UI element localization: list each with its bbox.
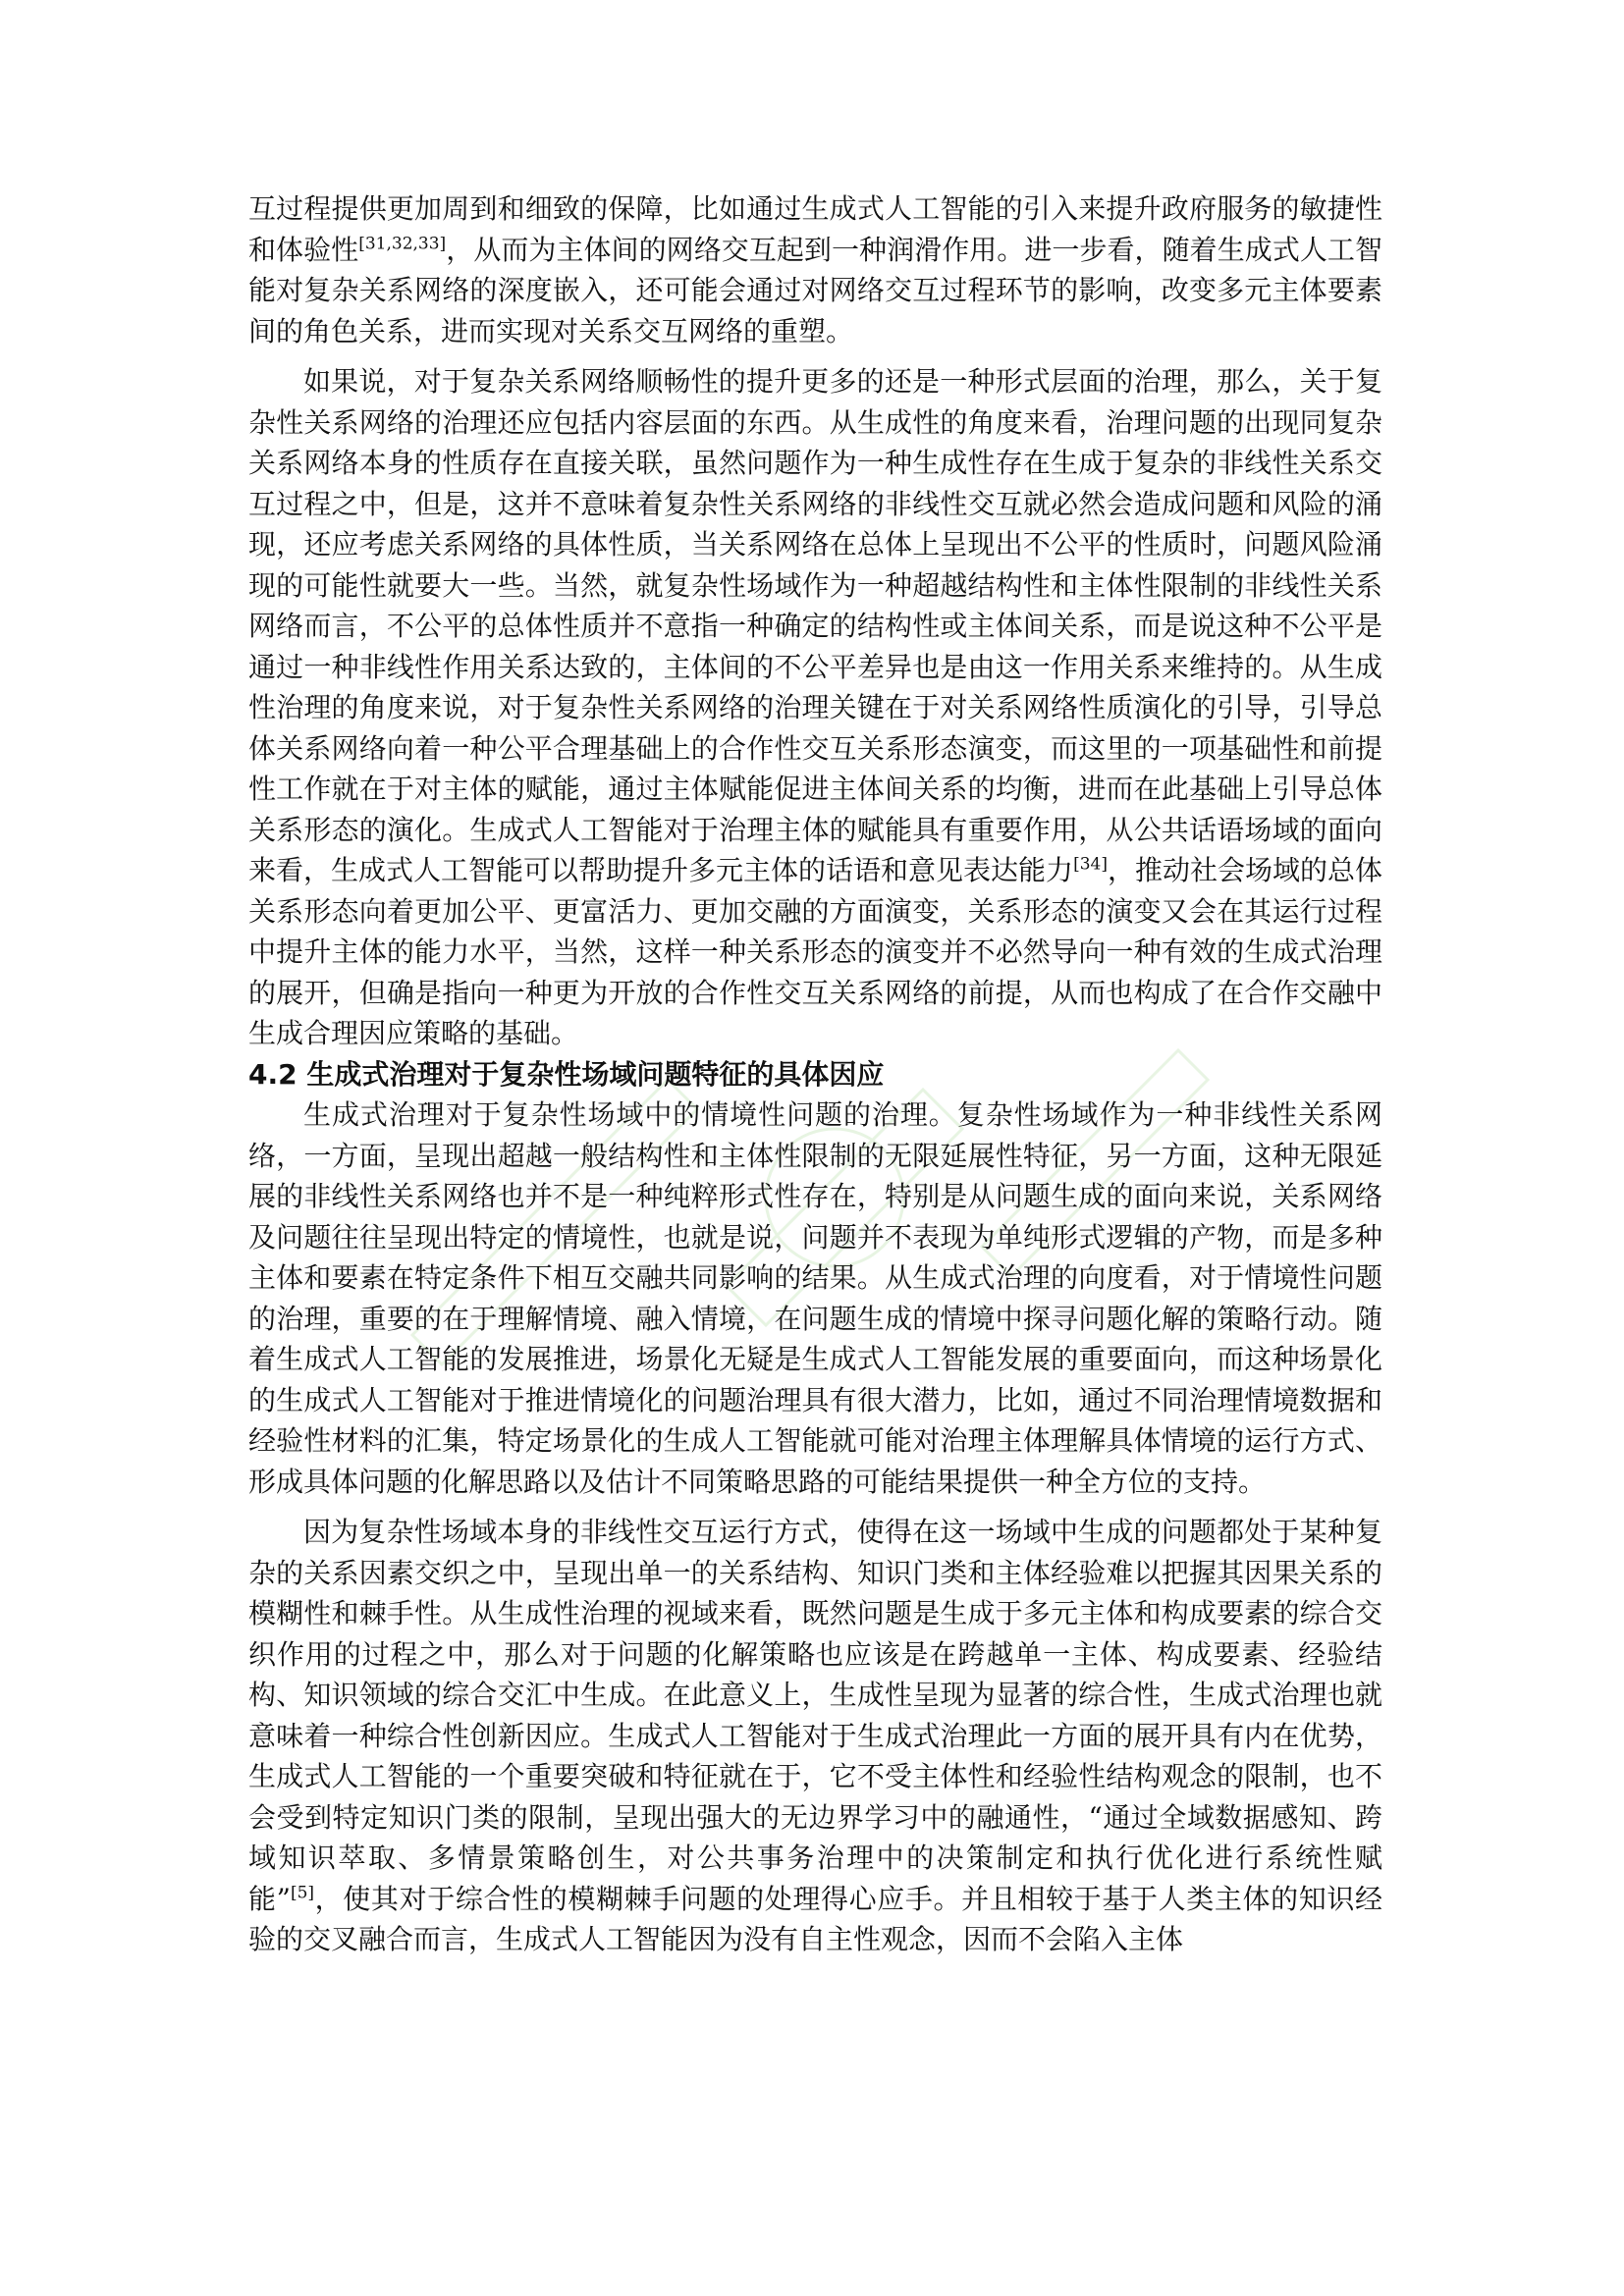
paragraph-4: 因为复杂性场域本身的非线性交互运行方式，使得在这一场域中生成的问题都处于某种复杂的关系因素交织之中，呈现出单一的关系结构、知识门类和主体经验难以把握其因果关系的模糊性和棘手性。从生成性治理的视域来看，既然问题是生成于多元主体和构成要素的综合交织作用的过程之中，那么对于问题的化解策略也应该是在跨越单一主体、构成要素、经验结构、知识领域的综合交汇中生成。在此意义上，生成性呈现为显著的综合性，生成式治理也就意味着一种综合性创新因应。生成式人工智能对于生成式治理此一方面的展开具有内在优势，生成式人工智能的一个重要突破和特征就在于，它不受主体性和经验性结构观念的限制，也不会受到特定知识门类的限制，呈现出强大的无边界学习中的融通性，“通过全域数据感知、跨域知识萃取、多情景策略创生，对公共事务治理中的决策制定和执行优化进行系统性赋能”[5]，使其对于综合性的模糊棘手问题的处理得心应手。并且相较于基于人类主体的知识经验的交叉融合而言，生成式人工智能因为没有自主性观念，因而不会陷入主体 [248,1516,1382,1955]
paper-page [248,188,1382,1960]
citation: [34] [1073,854,1108,875]
citation: [5] [290,1883,315,1903]
paragraph-1: 互过程提供更加周到和细致的保障，比如通过生成式人工智能的引入来提升政府服务的敏捷性和体验性[31,32,33]，从而为主体间的网络交互起到一种润滑作用。进一步看，随着生成式人工智能对复杂关系网络的深度嵌入，还可能会通过对网络交互过程环节的影响，改变多元主体要素间的角色关系，进而实现对关系交互网络的重塑。 [248,192,1382,347]
paragraph-2: 如果说，对于复杂关系网络顺畅性的提升更多的还是一种形式层面的治理，那么，关于复杂性关系网络的治理还应包括内容层面的东西。从生成性的角度来看，治理问题的出现同复杂关系网络本身的性质存在直接关联，虽然问题作为一种生成性存在生成于复杂的非线性关系交互过程之中，但是，这并不意味着复杂性关系网络的非线性交互就必然会造成问题和风险的涌现，还应考虑关系网络的具体性质，当关系网络在总体上呈现出不公平的性质时，问题风险涌现的可能性就要大一些。当然，就复杂性场域作为一种超越结构性和主体性限制的非线性关系网络而言，不公平的总体性质并不意指一种确定的结构性或主体间关系，而是说这种不公平是通过一种非线性作用关系达致的，主体间的不公平差异也是由这一作用关系来维持的。从生成性治理的角度来说，对于复杂性关系网络的治理关键在于对关系网络性质演化的引导，引导总体关系网络向着一种公平合理基础上的合作性交互关系形态演变，而这里的一项基础性和前提性工作就在于对主体的赋能，通过主体赋能促进主体间关系的均衡，进而在此基础上引导总体关系形态的演化。生成式人工智能对于治理主体的赋能具有重要作用，从公共话语场域的面向来看，生成式人工智能可以帮助提升多元主体的话语和意见表达能力[34]，推动社会场域的总体关系形态向着更加公平、更富活力、更加交融的方面演变，关系形态的演变又会在其运行过程中提升主体的能力水平，当然，这样一种关系形态的演变并不必然导向一种有效的生成式治理的展开，但确是指向一种更为开放的合作性交互关系网络的前提，从而也构成了在合作交融中生成合理因应策略的基础。 [248,365,1382,1049]
paragraph-3: 生成式治理对于复杂性场域中的情境性问题的治理。复杂性场域作为一种非线性关系网络，一方面，呈现出超越一般结构性和主体性限制的无限延展性特征，另一方面，这种无限延展的非线性关系网络也并不是一种纯粹形式性存在，特别是从问题生成的面向来说，关系网络及问题往往呈现出特定的情境性，也就是说，问题并不表现为单纯形式逻辑的产物，而是多种主体和要素在特定条件下相互交融共同影响的结果。从生成式治理的向度看，对于情境性问题的治理，重要的在于理解情境、融入情境，在问题生成的情境中探寻问题化解的策略行动。随着生成式人工智能的发展推进，场景化无疑是生成式人工智能发展的重要面向，而这种场景化的生成式人工智能对于推进情境化的问题治理具有很大潜力，比如，通过不同治理情境数据和经验性材料的汇集，特定场景化的生成人工智能就可能对治理主体理解具体情境的运行方式、形成具体问题的化解思路以及估计不同策略思路的可能结果提供一种全方位的支持。 [248,1098,1382,1498]
citation: [31,32,33] [358,234,447,254]
section-heading: 4.2 生成式治理对于复杂性场域问题特征的具体因应 [248,1057,885,1091]
